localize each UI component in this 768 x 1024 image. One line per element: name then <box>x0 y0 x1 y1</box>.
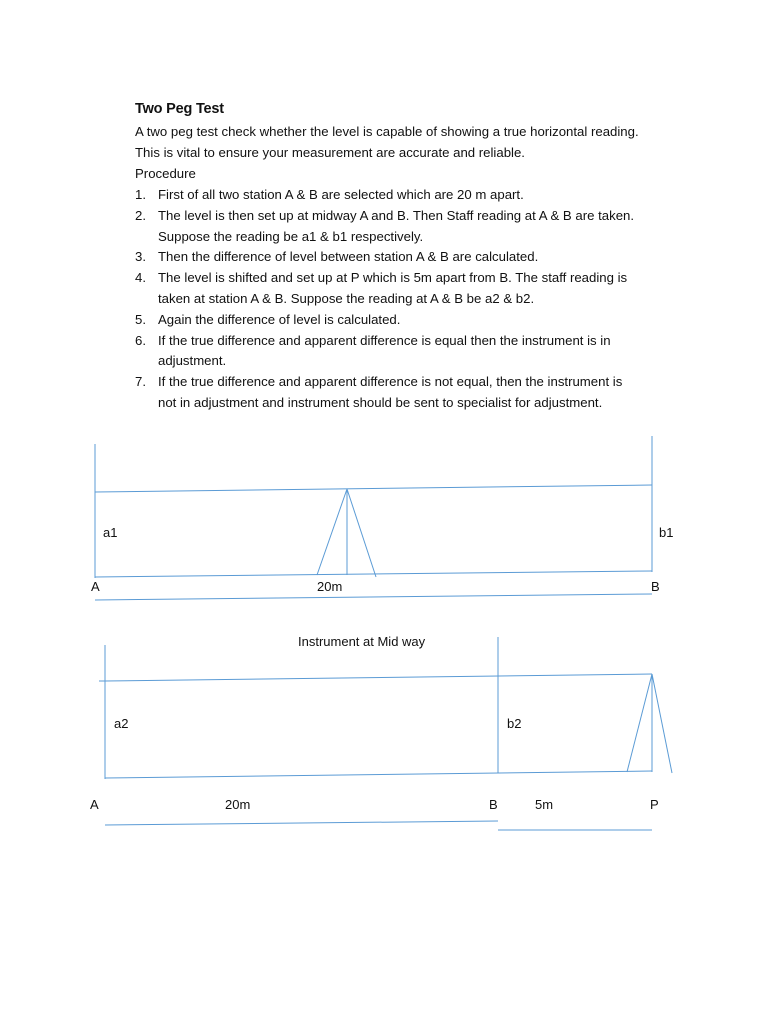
step-line: not in adjustment and instrument should be sent to specialist for adjustment. <box>158 394 603 410</box>
label-a2: a2 <box>114 716 129 731</box>
step-line: If the true difference and apparent difference is not equal, then the instrument is <box>158 374 623 390</box>
label-a1: a1 <box>103 525 118 540</box>
station-p-label: P <box>650 797 659 812</box>
station-a-label: A <box>91 579 100 594</box>
step-number: 6. <box>135 332 146 348</box>
line-of-sight <box>95 485 652 492</box>
ground-line <box>95 571 652 577</box>
distance-ab-baseline <box>105 821 498 825</box>
procedure-label: Procedure <box>135 166 196 181</box>
line-of-sight <box>105 674 652 681</box>
intro-line-1: A two peg test check whether the level is capable of showing a true horizontal reading. <box>135 124 639 139</box>
step-number: 7. <box>135 374 146 390</box>
distance-bp-label: 5m <box>535 797 554 812</box>
step-number: 1. <box>135 187 146 202</box>
intro-line-2: This is vital to ensure your measurement are accurate and reliable. <box>135 145 525 160</box>
step-number: 3. <box>135 249 146 265</box>
step-number: 4. <box>135 270 146 286</box>
diagram-shifted <box>99 637 672 830</box>
step-line: The level is then set up at midway A and B. Then Staff reading at A & B are taken. <box>158 207 635 223</box>
tripod-leg-right <box>347 489 376 577</box>
label-b2: b2 <box>507 716 522 731</box>
step-line: Then the difference of level between station A & B are calculated. <box>158 249 539 265</box>
station-b-label: B <box>489 797 498 812</box>
step-line: If the true difference and apparent difference is equal then the instrument is in <box>158 332 611 348</box>
tripod-leg-right <box>652 674 672 773</box>
station-a-label: A <box>90 797 99 812</box>
tripod-leg-left <box>627 674 652 772</box>
diagram-midway <box>95 436 652 600</box>
step-line: Suppose the reading be a1 & b1 respectively. <box>158 228 424 244</box>
distance-label: 20m <box>317 579 343 594</box>
step-line: First of all two station A & B are selected which are 20 m apart. <box>158 187 524 202</box>
document-title: Two Peg Test <box>135 101 224 117</box>
step-number: 2. <box>135 207 146 223</box>
diagram-caption: Instrument at Mid way <box>298 634 426 649</box>
label-b1: b1 <box>659 525 674 540</box>
distance-baseline <box>95 594 652 600</box>
station-b-label: B <box>651 579 660 594</box>
tripod-leg-left <box>317 489 347 575</box>
distance-ab-label: 20m <box>225 797 251 812</box>
step-line: adjustment. <box>158 353 227 369</box>
ground-line <box>105 771 652 778</box>
step-number: 5. <box>135 311 146 327</box>
step-line: Again the difference of level is calculated. <box>158 311 401 327</box>
step-line: taken at station A & B. Suppose the reading at A & B be a2 & b2. <box>158 290 535 306</box>
step-line: The level is shifted and set up at P which is 5m apart from B. The staff reading is <box>158 270 628 286</box>
